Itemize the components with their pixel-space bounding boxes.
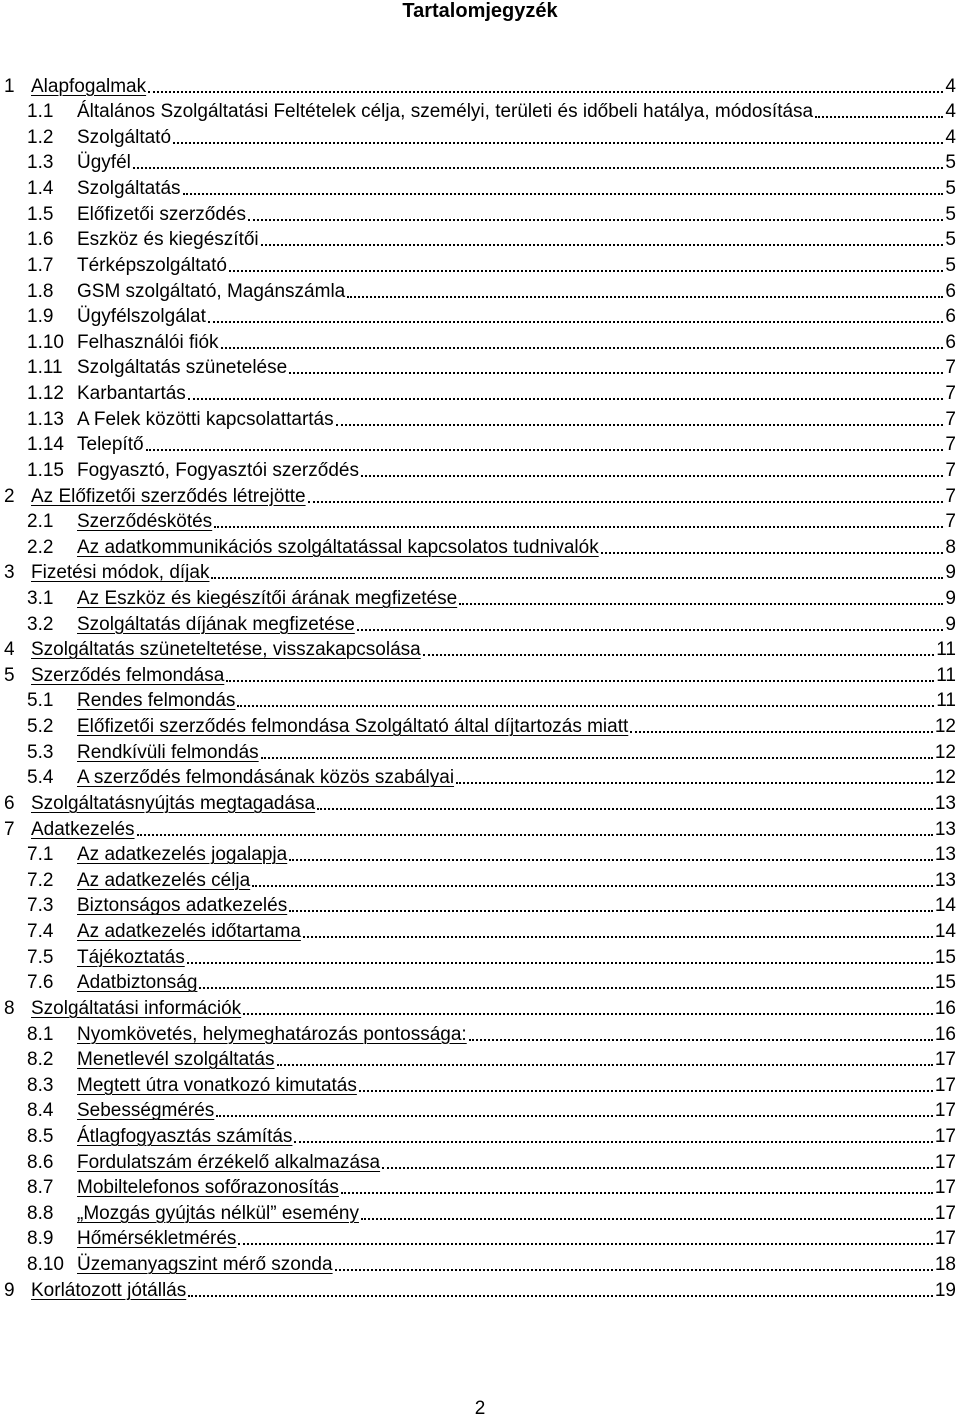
- toc-entry-number: 1: [4, 75, 15, 97]
- toc-entry-page: 6: [945, 306, 956, 328]
- toc-entry-page: 5: [945, 254, 956, 276]
- toc-entry[interactable]: [0, 866, 960, 892]
- toc-entry[interactable]: [0, 405, 960, 431]
- toc-entry-number: 9: [4, 1279, 15, 1301]
- toc-entry-title[interactable]: Általános Szolgáltatási Feltételek célja, személyi, területi és időbeli hatálya, módosítása: [77, 101, 814, 123]
- toc-entry-page: 11: [936, 690, 956, 712]
- toc-entry-title[interactable]: Szolgáltatási információk: [31, 997, 242, 1019]
- toc-dot-leader: [361, 1204, 933, 1220]
- toc-entry-title[interactable]: GSM szolgáltató, Magánszámla: [77, 280, 346, 302]
- toc-entry-page: 16: [934, 997, 956, 1019]
- toc-entry-title[interactable]: Menetlevél szolgáltatás: [77, 1049, 275, 1071]
- toc-entry[interactable]: [0, 328, 960, 354]
- toc-entry-number: 3.2: [27, 613, 54, 635]
- toc-dot-leader: [335, 1255, 933, 1271]
- toc-entry-number: 7.5: [27, 946, 54, 968]
- toc-entry-title[interactable]: Előfizetői szerződés: [77, 203, 246, 225]
- toc-entry-page: 7: [945, 434, 956, 456]
- toc-entry-number: 7.3: [27, 895, 54, 917]
- toc-entry-title[interactable]: Felhasználói fiók: [77, 331, 219, 353]
- toc-entry-title[interactable]: Szerződés felmondása: [31, 664, 225, 686]
- toc-entry-title[interactable]: Szolgáltatás díjának megfizetése: [77, 613, 355, 635]
- toc-entry[interactable]: [0, 1020, 960, 1046]
- toc-entry-title[interactable]: Rendkívüli felmondás: [77, 741, 259, 763]
- toc-entry-page: 4: [945, 101, 956, 123]
- toc-entry-page: 7: [945, 408, 956, 430]
- toc-entry-title[interactable]: Ügyfélszolgálat: [77, 306, 206, 328]
- toc-dot-leader: [216, 1101, 933, 1117]
- toc-entry-page: 16: [934, 1023, 956, 1045]
- toc-entry-title[interactable]: A szerződés felmondásának közös szabályai: [77, 767, 455, 789]
- toc-entry-number: 7.2: [27, 869, 54, 891]
- toc-entry-page: 5: [945, 203, 956, 225]
- toc-dot-leader: [229, 256, 943, 272]
- toc-dot-leader: [303, 922, 933, 938]
- toc-entry-page: 7: [945, 459, 956, 481]
- toc-entry-number: 5.1: [27, 690, 54, 712]
- toc-entry[interactable]: [0, 661, 960, 687]
- toc-entry-number: 8.6: [27, 1151, 54, 1173]
- toc-dot-leader: [199, 973, 932, 989]
- toc-entry[interactable]: [0, 149, 960, 175]
- toc-entry-page: 17: [934, 1074, 956, 1096]
- toc-entry-title[interactable]: Az adatkezelés célja: [77, 869, 251, 891]
- toc-entry-number: 8.9: [27, 1228, 54, 1250]
- toc-entry-page: 17: [934, 1202, 956, 1224]
- toc-entry-number: 7.6: [27, 972, 54, 994]
- toc-entry-number: 5.3: [27, 741, 54, 763]
- toc-entry[interactable]: [0, 713, 960, 739]
- toc-entry-number: 8.5: [27, 1126, 54, 1147]
- toc-entry-number: 1.8: [27, 280, 54, 302]
- toc-entry-number: 1.14: [27, 434, 64, 456]
- toc-entry-page: 9: [945, 587, 956, 609]
- toc-entry-title[interactable]: Fordulatszám érzékelő alkalmazása: [77, 1151, 381, 1173]
- toc-entry-title[interactable]: Az adatkezelés időtartama: [77, 921, 301, 943]
- toc-dot-leader: [317, 794, 933, 810]
- toc-dot-leader: [359, 1076, 933, 1092]
- toc-entry-title[interactable]: Az Előfizetői szerződés létrejötte: [31, 485, 306, 507]
- toc-dot-leader: [187, 948, 933, 964]
- toc-entry-page: 17: [934, 1228, 956, 1250]
- toc-dot-leader: [188, 1281, 933, 1297]
- toc-entry-title[interactable]: Szolgáltatásnyújtás megtagadása: [31, 792, 316, 814]
- toc-dot-leader: [226, 666, 934, 682]
- toc-entry-title[interactable]: Az adatkommunikációs szolgáltatással kapcsolatos tudnivalók: [77, 536, 599, 558]
- toc-entry-page: 17: [934, 1049, 956, 1071]
- toc-entry-title[interactable]: A Felek közötti kapcsolattartás: [77, 408, 334, 430]
- toc-entry[interactable]: [0, 1097, 960, 1123]
- toc-entry-number: 1.15: [27, 459, 64, 481]
- toc-entry-number: 2.2: [27, 536, 54, 558]
- toc-entry-number: 7.4: [27, 921, 54, 943]
- toc-entry-title[interactable]: Szolgáltatás szünetelése: [77, 357, 288, 379]
- toc-dot-leader: [289, 358, 943, 374]
- toc-entry-number: 2: [4, 485, 15, 507]
- toc-entry-title[interactable]: Telepítő: [77, 434, 144, 456]
- toc-entry[interactable]: [0, 533, 960, 559]
- toc-entry-page: 6: [945, 280, 956, 302]
- toc-entry-title[interactable]: Rendes felmondás: [77, 690, 236, 712]
- toc-entry-title[interactable]: Megtett útra vonatkozó kimutatás: [77, 1074, 357, 1096]
- toc-dot-leader: [294, 1127, 932, 1143]
- toc-entry[interactable]: [0, 379, 960, 405]
- toc-entry[interactable]: [0, 815, 960, 841]
- toc-entry-number: 8.3: [27, 1074, 54, 1096]
- toc-entry-number: 1.6: [27, 229, 54, 251]
- toc-dot-leader: [208, 307, 944, 323]
- toc-entry-title[interactable]: Sebességmérés: [77, 1100, 215, 1122]
- toc-entry[interactable]: [0, 482, 960, 508]
- toc-dot-leader: [601, 538, 944, 554]
- toc-entry[interactable]: [0, 200, 960, 226]
- toc-entry-title[interactable]: Korlátozott jótállás: [31, 1279, 187, 1301]
- toc-entry-title[interactable]: Nyomkövetés, helymeghatározás pontossága:: [77, 1023, 467, 1045]
- toc-entry[interactable]: [0, 123, 960, 149]
- toc-entry-page: 5: [945, 229, 956, 251]
- toc-entry-number: 1.13: [27, 408, 64, 430]
- toc-entry-number: 8.2: [27, 1049, 54, 1071]
- toc-entry-number: 1.7: [27, 254, 54, 276]
- toc-entry-page: 12: [934, 716, 956, 738]
- toc-entry[interactable]: [0, 226, 960, 252]
- toc-entry-page: 7: [945, 511, 956, 533]
- toc-dot-leader: [308, 487, 944, 503]
- toc-entry-page: 9: [945, 613, 956, 635]
- toc-entry-page: 14: [934, 921, 956, 943]
- toc-dot-leader: [382, 1153, 933, 1169]
- toc-entry[interactable]: [0, 251, 960, 277]
- toc-dot-leader: [188, 384, 944, 400]
- toc-entry-page: 5: [945, 178, 956, 200]
- toc-dot-leader: [148, 77, 943, 93]
- toc-entry-page: 7: [945, 357, 956, 379]
- toc-entry-page: 15: [934, 946, 956, 968]
- toc-entry-title[interactable]: Hőmérsékletmérés: [77, 1228, 237, 1250]
- toc-entry-page: 17: [934, 1177, 956, 1199]
- toc-entry-page: 4: [945, 75, 956, 97]
- toc-entry-page: 18: [934, 1254, 956, 1276]
- toc-entry-number: 7.1: [27, 844, 54, 866]
- toc-entry-page: 7: [945, 383, 956, 405]
- toc-entry-page: 13: [934, 792, 956, 814]
- toc-entry-number: 3: [4, 562, 15, 584]
- toc-entry-number: 3.1: [27, 587, 54, 609]
- toc-entry-page: 15: [934, 972, 956, 994]
- toc-entry[interactable]: [0, 841, 960, 867]
- toc-entry[interactable]: [0, 559, 960, 585]
- toc-dot-leader: [173, 128, 943, 144]
- toc-entry[interactable]: [0, 764, 960, 790]
- toc-entry-page: 13: [934, 869, 956, 891]
- toc-entry-page: 12: [934, 767, 956, 789]
- toc-entry-number: 7: [4, 818, 15, 840]
- toc-entry-number: 5.4: [27, 767, 54, 789]
- toc-entry-number: 8.10: [27, 1254, 64, 1276]
- toc-entry-number: 6: [4, 792, 15, 814]
- toc-dot-leader: [133, 153, 944, 169]
- toc-dot-leader: [630, 717, 933, 733]
- toc-entry-number: 8.7: [27, 1177, 54, 1199]
- toc-entry[interactable]: [0, 1148, 960, 1174]
- toc-entry-page: 6: [945, 331, 956, 353]
- toc-entry[interactable]: [0, 738, 960, 764]
- toc-entry-title[interactable]: Fizetési módok, díjak: [31, 562, 210, 584]
- toc-entry-number: 8.1: [27, 1023, 54, 1045]
- toc-dot-leader: [261, 230, 944, 246]
- toc-entry-page: 13: [934, 818, 956, 840]
- toc-dot-leader: [289, 845, 933, 861]
- page-number: 2: [474, 1398, 486, 1419]
- toc-entry-title[interactable]: Szolgáltató: [77, 126, 172, 148]
- toc-entry-page: 17: [934, 1126, 956, 1147]
- toc-entry[interactable]: [0, 1174, 960, 1200]
- toc-entry-number: 1.12: [27, 383, 64, 405]
- toc-entry-title[interactable]: Adatkezelés: [31, 818, 135, 840]
- toc-entry[interactable]: [0, 917, 960, 943]
- toc-dot-leader: [221, 333, 944, 349]
- toc-entry-title[interactable]: „Mozgás gyújtás nélkül” esemény: [77, 1202, 359, 1224]
- toc-entry-number: 2.1: [27, 511, 54, 533]
- toc-entry-title[interactable]: Alapfogalmak: [31, 75, 147, 97]
- toc-entry[interactable]: [0, 72, 960, 98]
- toc-entry-title[interactable]: Szolgáltatás szüneteltetése, visszakapcsolása: [31, 639, 421, 661]
- toc-entry-number: 8: [4, 997, 15, 1019]
- toc-entry-number: 4: [4, 639, 15, 661]
- toc-dot-leader: [423, 640, 935, 656]
- toc-dot-leader: [252, 871, 933, 887]
- toc-entry-title[interactable]: Mobiltelefonos sofőrazonosítás: [77, 1177, 339, 1199]
- toc-dot-leader: [243, 999, 933, 1015]
- toc-entry[interactable]: [0, 994, 960, 1020]
- toc-entry-page: 4: [945, 126, 956, 148]
- toc-entry-page: 11: [936, 664, 956, 686]
- toc-entry-number: 1.11: [27, 357, 63, 379]
- toc-entry[interactable]: [0, 1225, 960, 1251]
- toc-entry-title[interactable]: Átlagfogyasztás számítás: [77, 1126, 293, 1147]
- toc-entry[interactable]: [0, 636, 960, 662]
- toc-entry-number: 1.2: [27, 126, 54, 148]
- toc-entry-page: 14: [934, 895, 956, 917]
- toc-entry-title[interactable]: Eszköz és kiegészítői: [77, 229, 259, 251]
- toc-entry[interactable]: [0, 431, 960, 457]
- toc-entry-title[interactable]: Térképszolgáltató: [77, 254, 227, 276]
- toc-entry[interactable]: [0, 584, 960, 610]
- toc-dot-leader: [183, 179, 944, 195]
- toc-entry[interactable]: [0, 969, 960, 995]
- toc-dot-leader: [261, 743, 933, 759]
- toc-entry-number: 8.4: [27, 1100, 54, 1122]
- toc-entry[interactable]: [0, 277, 960, 303]
- toc-entry-title[interactable]: Adatbiztonság: [77, 972, 198, 994]
- toc-dot-leader: [456, 768, 933, 784]
- toc-entry-page: 19: [934, 1279, 956, 1301]
- toc-entry-title[interactable]: Szerződéskötés: [77, 511, 213, 533]
- toc-entry[interactable]: [0, 610, 960, 636]
- toc-dot-leader: [341, 1178, 933, 1194]
- toc-dot-leader: [289, 896, 933, 912]
- toc-entry[interactable]: [0, 1071, 960, 1097]
- toc-dot-leader: [469, 1025, 933, 1041]
- toc-entry-number: 1.3: [27, 152, 54, 174]
- toc-entry[interactable]: [0, 1251, 960, 1277]
- toc-dot-leader: [815, 102, 943, 118]
- toc-dot-leader: [248, 205, 943, 221]
- toc-entry-number: 5.2: [27, 716, 54, 738]
- toc-entry-number: 5: [4, 664, 15, 686]
- toc-title: Tartalomjegyzék: [402, 0, 558, 22]
- toc-entry[interactable]: [0, 456, 960, 482]
- toc-entry-title[interactable]: Előfizetői szerződés felmondása Szolgáltató által díjtartozás miatt: [77, 716, 629, 738]
- toc-entry[interactable]: [0, 789, 960, 815]
- toc-entry-title[interactable]: Biztonságos adatkezelés: [77, 895, 288, 917]
- toc-dot-leader: [238, 1229, 932, 1245]
- toc-entry-title[interactable]: Tájékoztatás: [77, 946, 185, 968]
- toc-dot-leader: [237, 691, 934, 707]
- toc-entry-number: 1.9: [27, 306, 54, 328]
- toc-entry[interactable]: [0, 303, 960, 329]
- toc-dot-leader: [137, 820, 933, 836]
- toc-entry-page: 8: [945, 536, 956, 558]
- toc-entry-page: 17: [934, 1100, 956, 1122]
- toc-entry-title[interactable]: Üzemanyagszint mérő szonda: [77, 1254, 333, 1276]
- toc-entry[interactable]: [0, 687, 960, 713]
- toc-entry[interactable]: [0, 1122, 960, 1148]
- toc-entry-number: 8.8: [27, 1202, 54, 1224]
- toc-entry-title[interactable]: Az Eszköz és kiegészítői árának megfizetése: [77, 587, 458, 609]
- toc-entry-page: 13: [934, 844, 956, 866]
- toc-dot-leader: [361, 461, 943, 477]
- toc-dot-leader: [347, 282, 943, 298]
- toc-entry[interactable]: [0, 892, 960, 918]
- toc-entry[interactable]: [0, 1046, 960, 1072]
- toc-dot-leader: [357, 615, 944, 631]
- toc-entry[interactable]: [0, 1199, 960, 1225]
- toc-entry[interactable]: [0, 943, 960, 969]
- toc-dot-leader: [146, 435, 944, 451]
- toc-entry[interactable]: [0, 354, 960, 380]
- toc-entry-page: 11: [936, 639, 956, 661]
- toc-entry-number: 1.5: [27, 203, 54, 225]
- toc-entry-title[interactable]: Fogyasztó, Fogyasztói szerződés: [77, 459, 359, 481]
- toc-entry-title[interactable]: Szolgáltatás: [77, 178, 181, 200]
- toc-entry-page: 17: [934, 1151, 956, 1173]
- toc-dot-leader: [214, 512, 943, 528]
- toc-entry-number: 1.10: [27, 331, 64, 353]
- toc-entry-page: 12: [934, 741, 956, 763]
- toc-entry-page: 9: [945, 562, 956, 584]
- toc-dot-leader: [459, 589, 943, 605]
- toc-entry-page: 7: [945, 485, 956, 507]
- toc-entry-title[interactable]: Ügyfél: [77, 152, 131, 174]
- toc-entry-number: 1.1: [27, 101, 54, 123]
- toc-dot-leader: [336, 410, 944, 426]
- toc-entry[interactable]: [0, 508, 960, 534]
- toc-dot-leader: [211, 563, 943, 579]
- toc-entry-title[interactable]: Karbantartás: [77, 383, 186, 405]
- toc-dot-leader: [277, 1050, 933, 1066]
- toc-entry[interactable]: [0, 1276, 960, 1302]
- toc-entry[interactable]: [0, 98, 960, 124]
- toc-entry-page: 5: [945, 152, 956, 174]
- toc-entry-number: 1.4: [27, 178, 54, 200]
- toc-entry[interactable]: [0, 174, 960, 200]
- toc-entry-title[interactable]: Az adatkezelés jogalapja: [77, 844, 288, 866]
